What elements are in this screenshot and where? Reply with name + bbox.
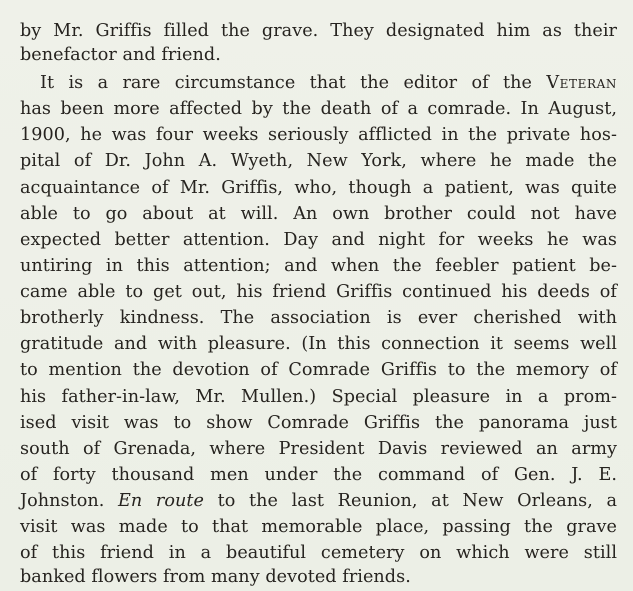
text-line-13: gratitude and with pleasure. (In this connection it seems well — [20, 334, 617, 354]
text-line-19-end: to the last Reunion, at New Orleans, a — [204, 491, 618, 511]
text-line-3-start: It is a rare circumstance that the editor of the — [40, 73, 547, 93]
text-line-1: by Mr. Griffis filled the grave. They designated him as their — [20, 21, 617, 41]
text-line-16: ised visit was to show Comrade Griffis the panorama just — [20, 413, 617, 433]
text-line-18: of forty thousand men under the command of Gen. J. E. — [20, 465, 617, 485]
text-line-17: south of Grenada, where President Davis reviewed an army — [20, 439, 617, 459]
text-line-3 — [40, 69, 617, 97]
en-route-italic: En route — [118, 491, 204, 511]
text-line-20: visit was made to that memorable place, passing the grave — [20, 517, 617, 537]
text-line-21: of this friend in a beautiful cemetery on which were still — [20, 543, 617, 563]
text-line-14: to mention the devotion of Comrade Griffis to the memory of — [20, 360, 617, 380]
text-line-4: has been more affected by the death of a comrade. In August, — [20, 99, 617, 119]
text-line-15: his father-in-law, Mr. Mullen.) Special pleasure in a prom- — [20, 387, 617, 407]
text-line-22: banked flowers from many devoted friends. — [20, 567, 411, 587]
text-line-8: able to go about at will. An own brother could not have — [20, 204, 617, 224]
text-line-10: untiring in this attention; and when the feebler patient be- — [20, 256, 617, 276]
veteran-smallcaps: Veteran — [546, 73, 617, 93]
text-line-6: pital of Dr. John A. Wyeth, New York, where he made the — [20, 151, 617, 171]
text-line-2: benefactor and friend. — [20, 45, 221, 65]
text-line-19 — [20, 487, 617, 515]
text-line-12: brotherly kindness. The association is ever cherished with — [20, 308, 617, 328]
text-line-9: expected better attention. Day and night for weeks he was — [20, 230, 617, 250]
text-line-11: came able to get out, his friend Griffis continued his deeds of — [20, 282, 617, 302]
text-line-19-start: Johnston. — [20, 491, 119, 511]
text-line-7: acquaintance of Mr. Griffis, who, though a patient, was quite — [20, 178, 617, 198]
text-line-5: 1900, he was four weeks seriously afflicted in the private hos- — [20, 125, 617, 145]
